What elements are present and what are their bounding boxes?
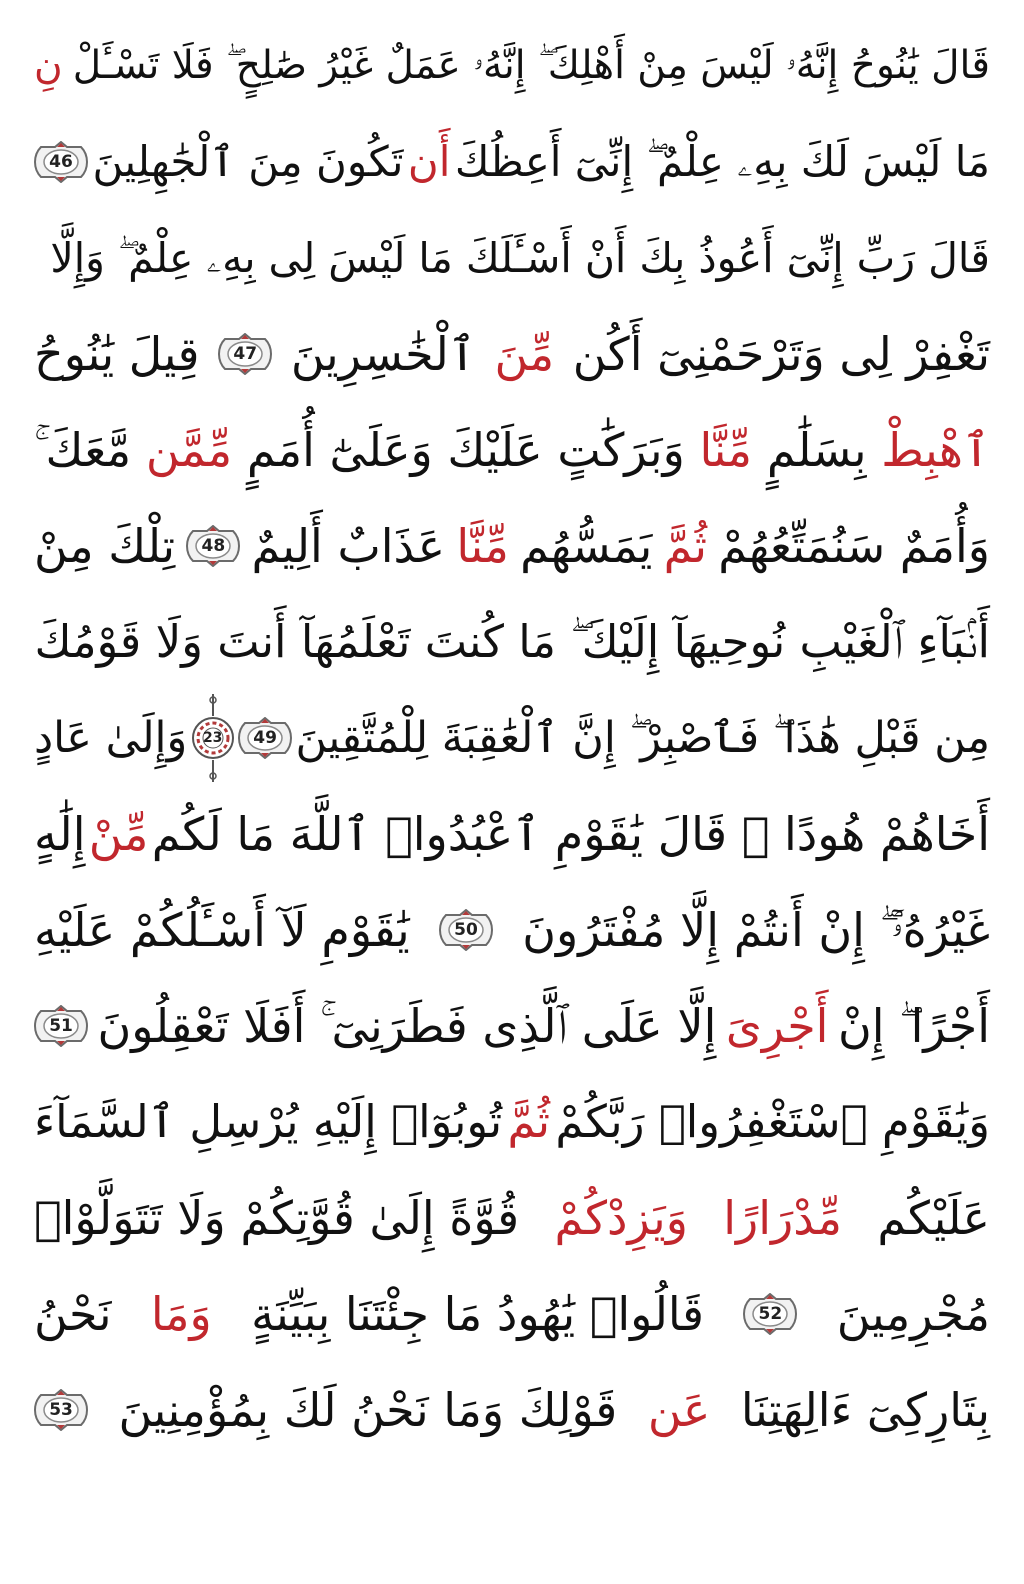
- verse-text: قَالَ يَٰنُوحُ إِنَّهُۥ لَيْسَ مِنْ أَهْلِكَ ۖ إِنَّهُۥ عَمَلٌ غَيْرُ صَٰلِحٍ ۖ فَلَا تَسْـَٔلْ: [72, 43, 990, 88]
- text-line: [34, 1170, 990, 1266]
- verse-text: تُوبُوٓا۟ إِلَيْهِ يُرْسِلِ ٱلسَّمَآءَ: [34, 1095, 503, 1148]
- verse-text: أَنۢبَآءِ ٱلْغَيْبِ نُوحِيهَآ إِلَيْكَ ۖ مَا كُنتَ تَعْلَمُهَآ أَنتَ وَلَا قَوْمُكَ: [34, 615, 990, 668]
- verse-text: بِسَلَٰمٍ: [766, 423, 867, 477]
- verse-text: مِن قَبْلِ هَٰذَا ۖ فَٱصْبِرْ ۖ إِنَّ ٱلْعَٰقِبَةَ لِلْمُتَّقِينَ: [295, 713, 990, 763]
- verse-text: ثُمَّ: [663, 519, 707, 573]
- text-line: [34, 1266, 990, 1362]
- verse-number: 51: [49, 1016, 73, 1036]
- text-line: [34, 306, 990, 402]
- verse-text: تِلْكَ مِنْ: [34, 519, 176, 573]
- verse-text: عَلَيْكُم: [877, 1191, 990, 1245]
- text-line: [34, 978, 990, 1074]
- verse-text: نِ: [34, 43, 63, 88]
- verse-text: قِيلَ يَٰنُوحُ: [34, 327, 200, 381]
- verse-text: أَجْرِىَ: [725, 999, 829, 1053]
- verse-text: قَوْلِكَ وَمَا نَحْنُ لَكَ بِمُؤْمِنِينَ: [118, 1383, 618, 1437]
- verse-number: 48: [201, 536, 226, 556]
- text-line: [34, 786, 990, 882]
- verse-text: قُوَّةً إِلَىٰ قُوَّتِكُمْ وَلَا تَتَوَلَّوْا۟: [34, 1191, 520, 1245]
- hizb-number: 23: [202, 730, 223, 746]
- verse-text: مَا لَيْسَ لَكَ بِهِۦ عِلْمٌ ۖ إِنِّىٓ أَعِظُكَ: [454, 137, 990, 186]
- verse-text: ٱلْخَٰسِرِينَ: [290, 327, 476, 381]
- verse-end-marker: [34, 1005, 88, 1047]
- verse-end-marker: [238, 717, 292, 759]
- hizb-marker-icon: [191, 692, 235, 784]
- verse-text: مَّعَكَ ۚ: [34, 423, 132, 477]
- verse-text: وَإِلَىٰ عَادٍ: [34, 713, 188, 763]
- verse-text: عَن: [647, 1383, 711, 1437]
- text-line: [34, 1074, 990, 1170]
- verse-text: وَمَا: [150, 1287, 212, 1341]
- verse-text: تَغْفِرْ لِى وَتَرْحَمْنِىٓ أَكُن: [572, 327, 990, 381]
- text-line: [34, 210, 990, 306]
- text-line: [34, 882, 990, 978]
- verse-text: مِّنَ: [494, 327, 555, 381]
- verse-text: نَحْنُ: [34, 1287, 112, 1341]
- verse-text: أَن: [407, 137, 451, 186]
- verse-text: قَالَ رَبِّ إِنِّىٓ أَعُوذُ بِكَ أَنْ أَسْـَٔلَكَ مَا لَيْسَ لِى بِهِۦ عِلْمٌ ۖ وَإِلَّا: [50, 234, 990, 282]
- verse-text: عَذَابٌ أَلِيمٌ: [251, 519, 446, 573]
- text-line: [34, 498, 990, 594]
- text-line: [34, 594, 990, 690]
- verse-text: مِّدْرَارًا: [723, 1191, 843, 1245]
- verse-text: وَبَرَكَٰتٍ عَلَيْكَ وَعَلَىٰٓ أُمَمٍ: [246, 423, 685, 477]
- verse-number: 50: [454, 920, 478, 940]
- verse-text: وَأُمَمٌ سَنُمَتِّعُهُمْ: [718, 519, 990, 573]
- verse-end-marker: [743, 1293, 797, 1335]
- verse-text: غَيْرُهُۥٓ ۖ إِنْ أَنتُمْ إِلَّا مُفْتَرُونَ: [522, 903, 990, 957]
- verse-text: وَيَزِدْكُمْ: [554, 1191, 688, 1245]
- verse-text: بِتَارِكِىٓ ءَالِهَتِنَا: [740, 1383, 990, 1437]
- verse-text: إِلَّا عَلَى ٱلَّذِى فَطَرَنِىٓ ۚ أَفَلَا تَعْقِلُونَ: [97, 999, 717, 1053]
- text-line: [34, 18, 990, 114]
- verse-end-marker: [34, 1389, 88, 1431]
- verse-number: 53: [49, 1400, 73, 1420]
- verse-text: مُجْرِمِينَ: [836, 1287, 990, 1341]
- text-line: [34, 1362, 990, 1458]
- text-line: [34, 402, 990, 498]
- verse-text: أَجْرًا ۖ إِنْ: [837, 999, 990, 1053]
- verse-end-marker: [439, 909, 493, 951]
- verse-text: مِّمَّن: [145, 423, 233, 477]
- verse-end-marker: [186, 525, 240, 567]
- verse-end-marker: [218, 333, 272, 375]
- verse-text: يَٰقَوْمِ لَآ أَسْـَٔلُكُمْ عَلَيْهِ: [34, 903, 410, 957]
- verse-text: مِّنَّا: [699, 423, 753, 477]
- text-line: [34, 690, 990, 786]
- verse-text: تَكُونَ مِنَ ٱلْجَٰهِلِينَ: [92, 137, 404, 186]
- verse-end-marker: [34, 141, 88, 183]
- verse-text: ٱهْبِطْ: [881, 423, 990, 477]
- verse-text: مِّنْ: [88, 807, 149, 861]
- verse-text: ثُمَّ: [507, 1095, 550, 1148]
- verse-text: مِّنَّا: [456, 519, 509, 573]
- verse-text: وَيَٰقَوْمِ ٱسْتَغْفِرُوا۟ رَبَّكُمْ: [555, 1095, 990, 1148]
- text-line: [34, 114, 990, 210]
- verse-number: 46: [49, 152, 73, 172]
- verse-text: يَمَسُّهُم: [520, 519, 653, 573]
- verse-text: قَالُوا۟ يَٰهُودُ مَا جِئْتَنَا بِبَيِّنَةٍ: [251, 1287, 704, 1341]
- verse-text: أَخَاهُمْ هُودًا ۚ قَالَ يَٰقَوْمِ ٱعْبُدُوا۟ ٱللَّهَ مَا لَكُم: [151, 807, 990, 861]
- verse-number: 49: [253, 728, 277, 748]
- verse-text: إِلَٰهٍ: [34, 807, 86, 861]
- verse-number: 52: [758, 1304, 783, 1324]
- verse-number: 47: [233, 344, 258, 364]
